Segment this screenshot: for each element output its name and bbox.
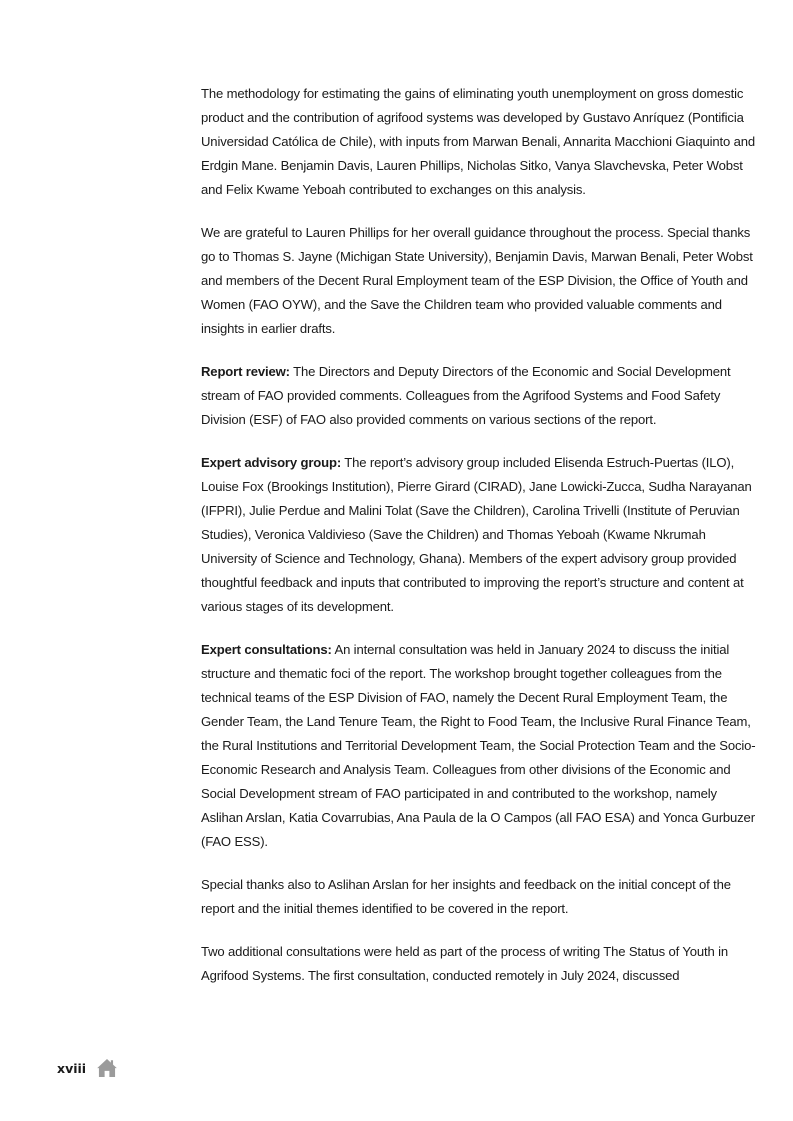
document-body [201, 82, 757, 1007]
page-number: xviii [57, 1060, 87, 1076]
paragraph-text: The Directors and Deputy Directors of the Economic and Social Development stream of FAO provided comments. Colleagues from the Agrifood Systems and Food Safety Division (ESF) of FAO also provided comments on various sections of the report. [201, 364, 731, 427]
paragraph-text: An internal consultation was held in January 2024 to discuss the initial structure and thematic foci of the report. The workshop brought together colleagues from the technical teams of the ESP Division of FAO, namely the Decent Rural Employment Team, the Gender Team, the Land Tenure Team, the Right to Food Team, the Inclusive Rural Finance Team, the Rural Institutions and Territorial Development Team, the Social Protection Team and the Socio-Economic Research and Analysis Team. Colleagues from other divisions of the Economic and Social Development stream of FAO participated in and contributed to the workshop, namely Aslihan Arslan, Katia Covarrubias, Ana Paula de la O Campos (all FAO ESA) and Yonca Gurbuzer (FAO ESS). [201, 642, 756, 849]
paragraph-text: The methodology for estimating the gains of eliminating youth unemployment on gross domestic product and the contribution of agrifood systems was developed by Gustavo Anríquez (Pontificia Universidad Católica de Chile), with inputs from Marwan Benali, Annarita Macchioni Giaquinto and Erdgin Mane. Benjamin Davis, Lauren Phillips, Nicholas Sitko, Vanya Slavchevska, Peter Wobst and Felix Kwame Yeboah contributed to exchanges on this analysis. [201, 86, 756, 197]
paragraph-methodology [201, 82, 757, 202]
paragraph-special-thanks [201, 873, 757, 921]
home-icon[interactable] [96, 1057, 118, 1079]
paragraph-text: We are grateful to Lauren Phillips for her overall guidance throughout the process. Special thanks go to Thomas S. Jayne (Michigan State University), Benjamin Davis, Marwan Benali, Peter Wobst and members of the Decent Rural Employment team of the ESP Division, the Office of Youth and Women (FAO OYW), and the Save the Children team who provided valuable comments and insights in earlier drafts. [201, 225, 753, 336]
paragraph-lead: Report review: [201, 364, 290, 379]
paragraph-expert-consultations [201, 638, 757, 854]
paragraph-report-review [201, 360, 757, 432]
page-footer [57, 1057, 118, 1079]
paragraph-thanks [201, 221, 757, 341]
paragraph-text: The report’s advisory group included Elisenda Estruch-Puertas (ILO), Louise Fox (Brookings Institution), Pierre Girard (CIRAD), Jane Lowicki-Zucca, Sudha Narayanan (IFPRI), Julie Perdue and Malini Tolat (Save the Children), Carolina Trivelli (Institute of Peruvian Studies), Veronica Valdivieso (Save the Children) and Thomas Yeboah (Kwame Nkrumah University of Science and Technology, Ghana). Members of the expert advisory group provided thoughtful feedback and inputs that contributed to improving the report’s structure and content at various stages of its development. [201, 455, 752, 614]
paragraph-lead: Expert advisory group: [201, 455, 342, 470]
paragraph-additional-consultations [201, 940, 757, 988]
paragraph-expert-advisory-group [201, 451, 757, 619]
paragraph-text: Two additional consultations were held as part of the process of writing The Status of Youth in Agrifood Systems. The first consultation, conducted remotely in July 2024, discussed [201, 944, 729, 983]
paragraph-lead: Expert consultations: [201, 642, 332, 657]
paragraph-text: Special thanks also to Aslihan Arslan for her insights and feedback on the initial concept of the report and the initial themes identified to be covered in the report. [201, 877, 731, 916]
